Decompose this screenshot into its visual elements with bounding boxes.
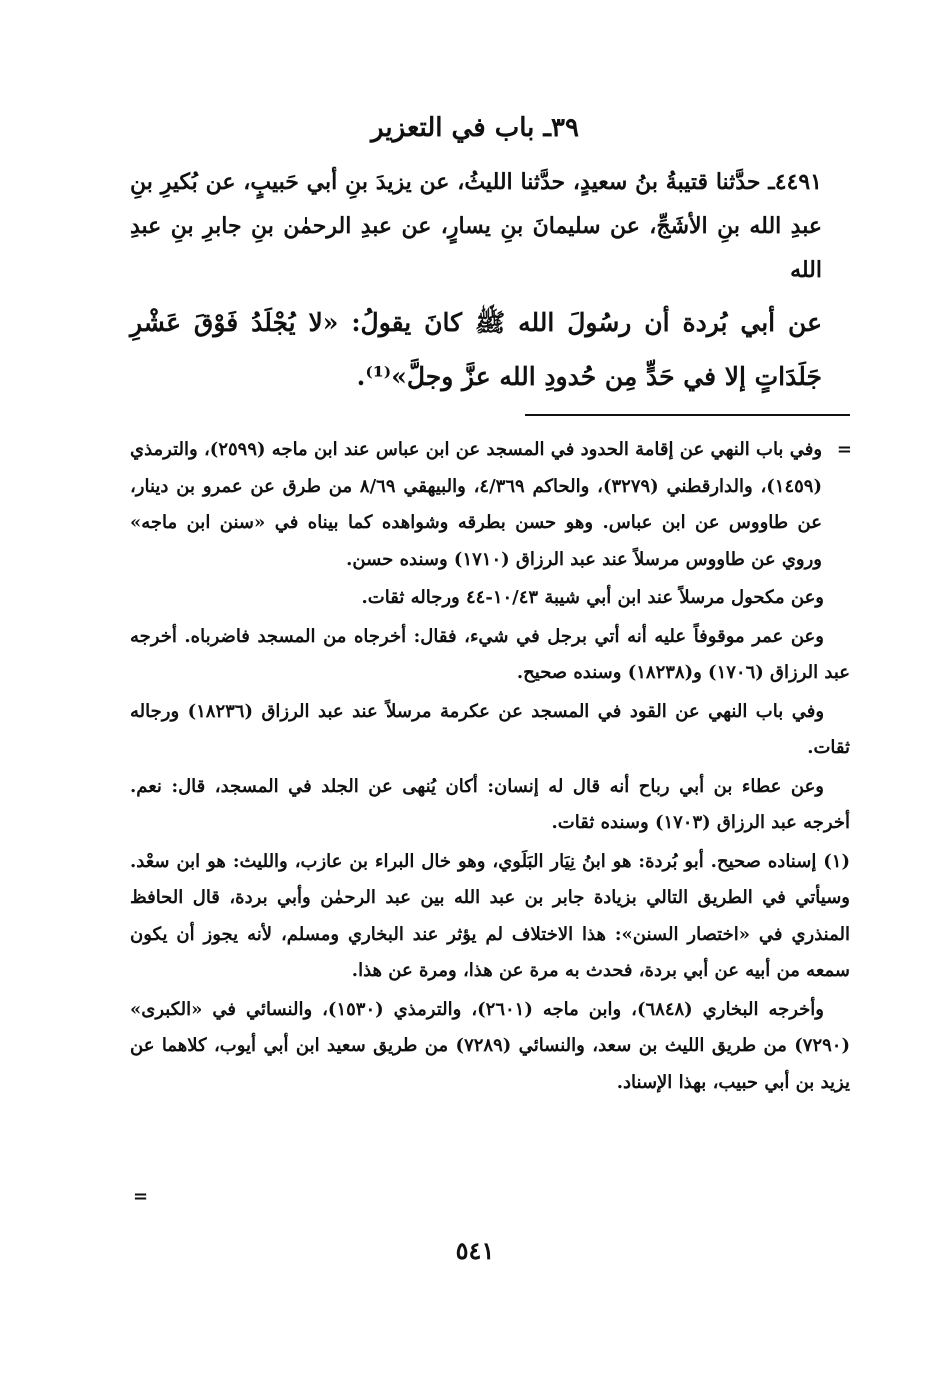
footnote-paragraph: وفي باب النهي عن إقامة الحدود في المسجد عن ابن عباس عند ابن ماجه (٢٥٩٩)، والترمذي (١٤٥٩)، والدارقطني (٣٢٧٩)، والحاكم ٤/٣٦٩، والبيهقي ٨/٦٩ من طرق عن عمرو بن دينار، عن طاووس عن ابن عباس. وهو حسن بطرقه وشواهده كما بيناه في «سنن ابن ماجه» وروي عن طاووس مرسلاً عند عبد الرزاق (١٧١٠) وسنده حسن. xyxy=(130,439,823,570)
continuation-mark-top: = xyxy=(836,439,852,460)
hadith-text: عن أبي بُردة أن رسُولَ الله ﷺ كانَ يقولُ: «لا يُجْلَدُ فَوْقَ عَشْرِ جَلَدَاتٍ إلا في حَدٍّ مِن حُدودِ الله عزَّ وجلَّ»⁽¹⁾. xyxy=(130,308,822,391)
footnotes-section xyxy=(130,432,850,1103)
page-number: ٥٤١ xyxy=(455,1236,495,1265)
continuation-mark-bottom: = xyxy=(133,1186,149,1207)
hadith-chain-of-narration: ٤٤٩١ـ حدَّثنا قتيبةُ بنُ سعيدٍ، حدَّثنا الليثُ، عن يزيدَ بنِ أبي حَبيبٍ، عن بُكيرِ بنِ عبدِ الله بنِ الأشَجِّ، عن سليمانَ بنِ يسارٍ، عن عبدِ الرحمٰن بنِ جابرِ بنِ عبدِ الله xyxy=(130,169,822,283)
footnote-paragraph: وعن مكحول مرسلاً عند ابن أبي شيبة ١٠/٤٣-٤٤ ورجاله ثقات. xyxy=(361,587,824,608)
footnote-paragraph: وعن عطاء بن أبي رباح أنه قال له إنسان: أكان يُنهى عن الجلد في المسجد، قال: نعم. أخرجه عبد الرزاق (١٧٠٣) وسنده ثقات. xyxy=(130,775,850,833)
footnote-separator xyxy=(525,414,850,416)
chapter-title: ٣٩ـ باب في التعزير xyxy=(371,113,579,143)
footnote-1: (١) إسناده صحيح. أبو بُردة: هو ابنُ نِيَار البَلَوي، وهو خال البراء بن عازب، والليث: هو ابن سعْد. وسيأتي في الطريق التالي بزيادة جابر بن عبد الله بين عبد الرحمٰن وأبي بردة، قال الحافظ المنذري في «اختصار السنن»: هذا الاختلاف لم يؤثر عند البخاري ومسلم، لأنه يجوز أن يكون سمعه من أبيه عن أبي بردة، فحدث به مرة عن هذا، ومرة عن هذا. xyxy=(130,850,850,981)
footnote-paragraph: وأخرجه البخاري (٦٨٤٨)، وابن ماجه (٢٦٠١)، والترمذي (١٥٣٠)، والنسائي في «الكبرى» (٧٢٩٠) من طريق الليث بن سعد، والنسائي (٧٢٨٩) من طريق سعيد ابن أبي أيوب، كلاهما عن يزيد بن أبي حبيب، بهذا الإسناد. xyxy=(130,998,850,1093)
footnote-paragraph: وعن عمر موقوفاً عليه أنه أتي برجل في شيء، فقال: أخرجاه من المسجد فاضرباه. أخرجه عبد الرزاق (١٧٠٦) و(١٨٢٣٨) وسنده صحيح. xyxy=(130,625,850,683)
footnote-paragraph: وفي باب النهي عن القود في المسجد عن عكرمة مرسلاً عند عبد الرزاق (١٨٢٣٦) ورجاله ثقات. xyxy=(130,700,850,758)
